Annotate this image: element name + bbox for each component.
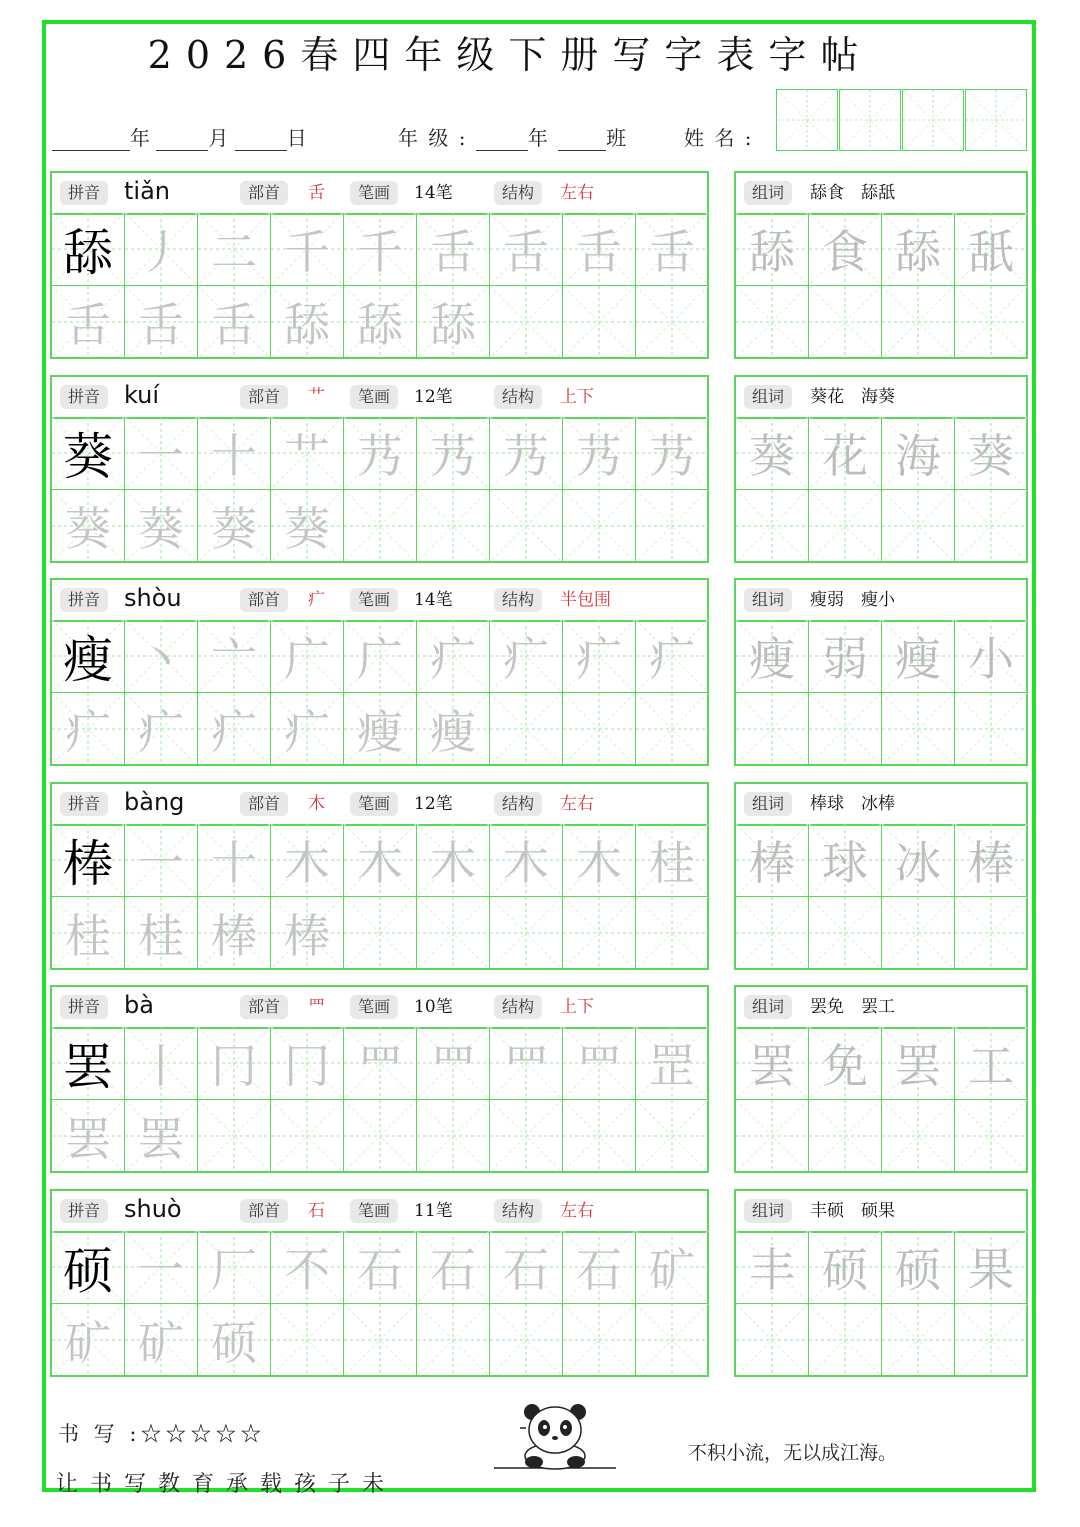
- stroke-step-cell[interactable]: 舔: [417, 286, 490, 359]
- stroke-step-cell[interactable]: 木: [271, 824, 344, 897]
- char-practice-panel: [50, 375, 709, 563]
- practice-cell[interactable]: [417, 1304, 490, 1377]
- structure-tag: 结构: [494, 792, 542, 816]
- word-practice-cell[interactable]: [809, 1304, 882, 1377]
- stroke-step-cell[interactable]: 罒: [344, 1027, 417, 1100]
- stroke-step-cell[interactable]: 冂: [198, 1027, 271, 1100]
- rating-stars[interactable]: ☆☆☆☆☆: [140, 1422, 266, 1446]
- stroke-step-cell[interactable]: 葵: [125, 490, 198, 563]
- practice-cell[interactable]: [490, 286, 563, 359]
- structure-tag: 结构: [494, 995, 542, 1019]
- stroke-step-cell[interactable]: 千: [344, 213, 417, 286]
- stroke-step-cell[interactable]: 艿: [636, 417, 709, 490]
- strokes-tag: 笔画: [350, 181, 398, 205]
- pinyin-value: shuò: [124, 1195, 182, 1223]
- word-practice-cell[interactable]: [955, 490, 1028, 563]
- word-trace-cell[interactable]: 舔: [736, 213, 809, 286]
- words-tag: 组词: [744, 181, 792, 205]
- word-trace-cell[interactable]: 罢: [736, 1027, 809, 1100]
- stroke-step-cell[interactable]: 疒: [490, 620, 563, 693]
- stroke-step-cell[interactable]: 舌: [417, 213, 490, 286]
- word-grid: [736, 620, 1028, 766]
- word-practice-cell[interactable]: [736, 490, 809, 563]
- word-grid: [736, 1027, 1028, 1173]
- words-value: 罢免 罢工: [810, 997, 895, 1017]
- radical-tag: 部首: [240, 792, 288, 816]
- month-label: 月: [208, 126, 229, 150]
- char-info-header: [52, 580, 707, 622]
- practice-cell[interactable]: [344, 897, 417, 970]
- word-trace-cell[interactable]: 瘦: [882, 620, 955, 693]
- practice-cell[interactable]: [563, 286, 636, 359]
- practice-cell[interactable]: [636, 693, 709, 766]
- words-header: [736, 173, 1026, 215]
- words-value: 棒球 冰棒: [810, 794, 895, 814]
- word-grid: [736, 824, 1028, 970]
- radical-value: 疒: [308, 590, 325, 610]
- word-practice-panel: [734, 782, 1028, 970]
- stroke-step-cell[interactable]: 千: [271, 213, 344, 286]
- grade-blank[interactable]: [476, 128, 528, 151]
- practice-cell[interactable]: [563, 1304, 636, 1377]
- stroke-step-cell[interactable]: 艿: [344, 417, 417, 490]
- pinyin-tag: 拼音: [60, 588, 108, 612]
- stroke-step-cell[interactable]: 棒: [271, 897, 344, 970]
- structure-value: 左右: [560, 794, 594, 814]
- strokes-value: 10笔: [414, 997, 453, 1017]
- practice-cell[interactable]: [490, 693, 563, 766]
- char-info-header: [52, 377, 707, 419]
- year-label: 年: [130, 126, 150, 150]
- word-trace-cell[interactable]: 葵: [736, 417, 809, 490]
- stroke-step-cell[interactable]: 矿: [125, 1304, 198, 1377]
- stroke-step-cell[interactable]: 石: [344, 1231, 417, 1304]
- strokes-tag: 笔画: [350, 995, 398, 1019]
- structure-value: 左右: [560, 1201, 594, 1221]
- stroke-step-cell[interactable]: 不: [271, 1231, 344, 1304]
- word-practice-cell[interactable]: [809, 286, 882, 359]
- word-trace-cell[interactable]: 罢: [882, 1027, 955, 1100]
- radical-value: 艹: [308, 387, 325, 407]
- practice-cell[interactable]: [490, 1100, 563, 1173]
- practice-cell[interactable]: [344, 1304, 417, 1377]
- word-trace-cell[interactable]: 硕: [882, 1231, 955, 1304]
- words-value: 葵花 海葵: [810, 387, 895, 407]
- word-practice-cell[interactable]: [736, 693, 809, 766]
- stroke-step-cell[interactable]: 木: [417, 824, 490, 897]
- pinyin-tag: 拼音: [60, 385, 108, 409]
- word-practice-cell[interactable]: [809, 490, 882, 563]
- char-practice-panel: [50, 578, 709, 766]
- stroke-step-cell[interactable]: 广: [344, 620, 417, 693]
- stroke-step-cell[interactable]: 舌: [52, 286, 125, 359]
- strokes-value: 12笔: [414, 794, 453, 814]
- stroke-step-cell[interactable]: 舔: [271, 286, 344, 359]
- pinyin-value: shòu: [124, 584, 182, 612]
- stroke-step-cell[interactable]: 罢: [125, 1100, 198, 1173]
- pinyin-tag: 拼音: [60, 1199, 108, 1223]
- pinyin-value: kuí: [124, 381, 160, 409]
- stroke-grid: [52, 824, 709, 970]
- word-practice-cell[interactable]: [882, 693, 955, 766]
- practice-cell[interactable]: [417, 897, 490, 970]
- radical-value: 石: [308, 1201, 325, 1221]
- model-char-cell[interactable]: 罢: [52, 1027, 125, 1100]
- practice-cell[interactable]: [344, 490, 417, 563]
- word-practice-panel: [734, 1189, 1028, 1377]
- words-header: [736, 987, 1026, 1029]
- word-trace-cell[interactable]: 海: [882, 417, 955, 490]
- words-header: [736, 580, 1026, 622]
- stroke-step-cell[interactable]: 一: [125, 824, 198, 897]
- stroke-step-cell[interactable]: 舌: [563, 213, 636, 286]
- stroke-step-cell[interactable]: 木: [563, 824, 636, 897]
- char-practice-panel: [50, 782, 709, 970]
- word-trace-cell[interactable]: 小: [955, 620, 1028, 693]
- radical-value: 罒: [308, 997, 325, 1017]
- year-blank[interactable]: [52, 128, 130, 151]
- stroke-step-cell[interactable]: 疒: [125, 693, 198, 766]
- stroke-step-cell[interactable]: 舌: [125, 286, 198, 359]
- stroke-step-cell[interactable]: 艿: [417, 417, 490, 490]
- radical-tag: 部首: [240, 588, 288, 612]
- words-value: 丰硕 硕果: [810, 1201, 895, 1221]
- words-value: 舔食 舔舐: [810, 183, 895, 203]
- word-grid: [736, 213, 1028, 359]
- strokes-tag: 笔画: [350, 588, 398, 612]
- word-trace-cell[interactable]: 棒: [955, 824, 1028, 897]
- stroke-step-cell[interactable]: 舌: [636, 213, 709, 286]
- words-header: [736, 1191, 1026, 1233]
- char-practice-panel: [50, 171, 709, 359]
- stroke-step-cell[interactable]: 十: [198, 824, 271, 897]
- word-trace-cell[interactable]: 舐: [955, 213, 1028, 286]
- words-tag: 组词: [744, 995, 792, 1019]
- word-practice-cell[interactable]: [736, 1100, 809, 1173]
- practice-cell[interactable]: [417, 1100, 490, 1173]
- word-trace-cell[interactable]: 食: [809, 213, 882, 286]
- grade-year-label: 年: [527, 126, 550, 150]
- word-practice-cell[interactable]: [882, 897, 955, 970]
- stroke-step-cell[interactable]: 石: [417, 1231, 490, 1304]
- word-trace-cell[interactable]: 果: [955, 1231, 1028, 1304]
- word-trace-cell[interactable]: 瘦: [736, 620, 809, 693]
- stroke-grid: [52, 417, 709, 563]
- radical-tag: 部首: [240, 385, 288, 409]
- page-title: 2026春四年级下册写字表字帖: [147, 33, 873, 77]
- stroke-step-cell[interactable]: 广: [271, 620, 344, 693]
- name-box[interactable]: [902, 89, 964, 151]
- word-trace-cell[interactable]: 工: [955, 1027, 1028, 1100]
- structure-tag: 结构: [494, 588, 542, 612]
- model-char-cell[interactable]: 硕: [52, 1231, 125, 1304]
- practice-cell[interactable]: [636, 286, 709, 359]
- word-practice-cell[interactable]: [955, 897, 1028, 970]
- practice-cell[interactable]: [563, 693, 636, 766]
- word-practice-panel: [734, 375, 1028, 563]
- word-practice-cell[interactable]: [809, 1100, 882, 1173]
- stroke-step-cell[interactable]: 艹: [271, 417, 344, 490]
- model-char-cell[interactable]: 棒: [52, 824, 125, 897]
- stroke-step-cell[interactable]: 石: [563, 1231, 636, 1304]
- word-trace-cell[interactable]: 棒: [736, 824, 809, 897]
- pinyin-value: bàng: [124, 788, 185, 816]
- words-tag: 组词: [744, 385, 792, 409]
- structure-tag: 结构: [494, 1199, 542, 1223]
- words-tag: 组词: [744, 588, 792, 612]
- char-practice-panel: [50, 1189, 709, 1377]
- stroke-step-cell[interactable]: 罡: [636, 1027, 709, 1100]
- quote: 不积小流，无以成江海。: [688, 1442, 898, 1464]
- char-info-header: [52, 784, 707, 826]
- stroke-step-cell[interactable]: 疒: [198, 693, 271, 766]
- practice-cell[interactable]: [198, 1100, 271, 1173]
- practice-cell[interactable]: [490, 1304, 563, 1377]
- stroke-step-cell[interactable]: 疒: [417, 620, 490, 693]
- structure-value: 上下: [560, 997, 594, 1017]
- name-label: 姓 名 :: [684, 126, 754, 150]
- stroke-step-cell[interactable]: 丿: [125, 213, 198, 286]
- word-practice-panel: [734, 985, 1028, 1173]
- word-practice-panel: [734, 171, 1028, 359]
- stroke-step-cell[interactable]: 葵: [52, 490, 125, 563]
- stroke-step-cell[interactable]: 疒: [271, 693, 344, 766]
- stroke-step-cell[interactable]: 矿: [52, 1304, 125, 1377]
- stroke-step-cell[interactable]: 艿: [490, 417, 563, 490]
- word-practice-cell[interactable]: [736, 897, 809, 970]
- rating: [58, 1418, 265, 1448]
- model-char-cell[interactable]: 舔: [52, 213, 125, 286]
- pinyin-value: bà: [124, 991, 154, 1019]
- pinyin-value: tiǎn: [124, 177, 170, 205]
- word-practice-cell[interactable]: [809, 693, 882, 766]
- practice-cell[interactable]: [563, 490, 636, 563]
- radical-tag: 部首: [240, 995, 288, 1019]
- model-char-cell[interactable]: 瘦: [52, 620, 125, 693]
- stroke-step-cell[interactable]: 罒: [417, 1027, 490, 1100]
- practice-cell[interactable]: [636, 1304, 709, 1377]
- word-trace-cell[interactable]: 免: [809, 1027, 882, 1100]
- word-practice-cell[interactable]: [955, 693, 1028, 766]
- stroke-step-cell[interactable]: 舔: [344, 286, 417, 359]
- word-practice-cell[interactable]: [809, 897, 882, 970]
- char-info-header: [52, 173, 707, 215]
- stroke-step-cell[interactable]: 罢: [52, 1100, 125, 1173]
- stroke-step-cell[interactable]: 疒: [636, 620, 709, 693]
- word-practice-cell[interactable]: [736, 286, 809, 359]
- strokes-tag: 笔画: [350, 792, 398, 816]
- strokes-tag: 笔画: [350, 1199, 398, 1223]
- stroke-step-cell[interactable]: 硕: [198, 1304, 271, 1377]
- stroke-step-cell[interactable]: 亠: [198, 620, 271, 693]
- practice-cell[interactable]: [563, 897, 636, 970]
- word-trace-cell[interactable]: 葵: [955, 417, 1028, 490]
- stroke-step-cell[interactable]: 二: [198, 213, 271, 286]
- radical-value: 木: [308, 794, 325, 814]
- words-tag: 组词: [744, 1199, 792, 1223]
- stroke-step-cell[interactable]: 葵: [198, 490, 271, 563]
- word-trace-cell[interactable]: 球: [809, 824, 882, 897]
- char-info-header: [52, 1191, 707, 1233]
- stroke-step-cell[interactable]: 罒: [563, 1027, 636, 1100]
- panda-icon: [494, 1398, 616, 1472]
- name-box[interactable]: [965, 89, 1027, 151]
- words-header: [736, 784, 1026, 826]
- stroke-step-cell[interactable]: 艿: [563, 417, 636, 490]
- class-label: 班: [606, 126, 629, 150]
- structure-tag: 结构: [494, 181, 542, 205]
- pinyin-tag: 拼音: [60, 181, 108, 205]
- stroke-step-cell[interactable]: 丨: [125, 1027, 198, 1100]
- word-grid: [736, 1231, 1028, 1377]
- word-grid: [736, 417, 1028, 563]
- strokes-value: 14笔: [414, 590, 453, 610]
- stroke-step-cell[interactable]: 葵: [271, 490, 344, 563]
- word-practice-cell[interactable]: [955, 1304, 1028, 1377]
- stroke-grid: [52, 620, 709, 766]
- radical-tag: 部首: [240, 1199, 288, 1223]
- char-info-header: [52, 987, 707, 1029]
- name-box[interactable]: [776, 89, 838, 151]
- practice-cell[interactable]: [636, 490, 709, 563]
- word-trace-cell[interactable]: 舔: [882, 213, 955, 286]
- strokes-value: 12笔: [414, 387, 453, 407]
- class-blank[interactable]: [558, 128, 606, 151]
- practice-cell[interactable]: [636, 1100, 709, 1173]
- model-char-cell[interactable]: 葵: [52, 417, 125, 490]
- structure-value: 左右: [560, 183, 594, 203]
- slogan: 让书写教育承载孩子未: [56, 1472, 397, 1497]
- word-trace-cell[interactable]: 花: [809, 417, 882, 490]
- stroke-step-cell[interactable]: 冂: [271, 1027, 344, 1100]
- word-practice-cell[interactable]: [955, 286, 1028, 359]
- words-tag: 组词: [744, 792, 792, 816]
- word-trace-cell[interactable]: 弱: [809, 620, 882, 693]
- word-practice-panel: [734, 578, 1028, 766]
- stroke-step-cell[interactable]: 矿: [636, 1231, 709, 1304]
- stroke-step-cell[interactable]: 木: [490, 824, 563, 897]
- grade-label: 年 级 :: [398, 126, 468, 150]
- stroke-grid: [52, 1027, 709, 1173]
- word-practice-cell[interactable]: [882, 1304, 955, 1377]
- date-line: [52, 122, 307, 151]
- day-blank[interactable]: [235, 128, 287, 151]
- word-practice-cell[interactable]: [882, 286, 955, 359]
- word-practice-cell[interactable]: [882, 490, 955, 563]
- name-boxes: [776, 89, 1028, 151]
- strokes-value: 14笔: [414, 183, 453, 203]
- class-line: [398, 122, 628, 151]
- char-practice-panel: [50, 985, 709, 1173]
- pinyin-tag: 拼音: [60, 995, 108, 1019]
- strokes-tag: 笔画: [350, 385, 398, 409]
- practice-cell[interactable]: [636, 897, 709, 970]
- word-practice-cell[interactable]: [736, 1304, 809, 1377]
- structure-value: 半包围: [560, 590, 611, 610]
- stroke-step-cell[interactable]: 舌: [198, 286, 271, 359]
- strokes-value: 11笔: [414, 1201, 453, 1221]
- radical-tag: 部首: [240, 181, 288, 205]
- stroke-step-cell[interactable]: 厂: [198, 1231, 271, 1304]
- practice-cell[interactable]: [417, 490, 490, 563]
- stroke-step-cell[interactable]: 丶: [125, 620, 198, 693]
- rating-label: 书 写 :: [58, 1422, 141, 1446]
- stroke-step-cell[interactable]: 罒: [490, 1027, 563, 1100]
- stroke-step-cell[interactable]: 木: [344, 824, 417, 897]
- stroke-step-cell[interactable]: 桂: [52, 897, 125, 970]
- name-box[interactable]: [839, 89, 901, 151]
- word-practice-cell[interactable]: [882, 1100, 955, 1173]
- practice-cell[interactable]: [271, 1100, 344, 1173]
- word-practice-cell[interactable]: [955, 1100, 1028, 1173]
- pinyin-tag: 拼音: [60, 792, 108, 816]
- word-trace-cell[interactable]: 硕: [809, 1231, 882, 1304]
- words-header: [736, 377, 1026, 419]
- practice-cell[interactable]: [271, 1304, 344, 1377]
- practice-cell[interactable]: [563, 1100, 636, 1173]
- structure-value: 上下: [560, 387, 594, 407]
- structure-tag: 结构: [494, 385, 542, 409]
- stroke-step-cell[interactable]: 棒: [198, 897, 271, 970]
- practice-cell[interactable]: [490, 897, 563, 970]
- stroke-step-cell[interactable]: 一: [125, 417, 198, 490]
- stroke-step-cell[interactable]: 桂: [636, 824, 709, 897]
- stroke-step-cell[interactable]: 疒: [52, 693, 125, 766]
- stroke-step-cell[interactable]: 疒: [563, 620, 636, 693]
- stroke-step-cell[interactable]: 十: [198, 417, 271, 490]
- stroke-step-cell[interactable]: 瘦: [417, 693, 490, 766]
- stroke-step-cell[interactable]: 一: [125, 1231, 198, 1304]
- word-trace-cell[interactable]: 冰: [882, 824, 955, 897]
- practice-cell[interactable]: [490, 490, 563, 563]
- stroke-step-cell[interactable]: 石: [490, 1231, 563, 1304]
- radical-value: 舌: [308, 183, 325, 203]
- stroke-step-cell[interactable]: 桂: [125, 897, 198, 970]
- month-blank[interactable]: [156, 128, 208, 151]
- day-label: 日: [286, 126, 307, 150]
- stroke-grid: [52, 1231, 709, 1377]
- stroke-grid: [52, 213, 709, 359]
- stroke-step-cell[interactable]: 舌: [490, 213, 563, 286]
- practice-cell[interactable]: [344, 1100, 417, 1173]
- stroke-step-cell[interactable]: 瘦: [344, 693, 417, 766]
- word-trace-cell[interactable]: 丰: [736, 1231, 809, 1304]
- words-value: 瘦弱 瘦小: [810, 590, 895, 610]
